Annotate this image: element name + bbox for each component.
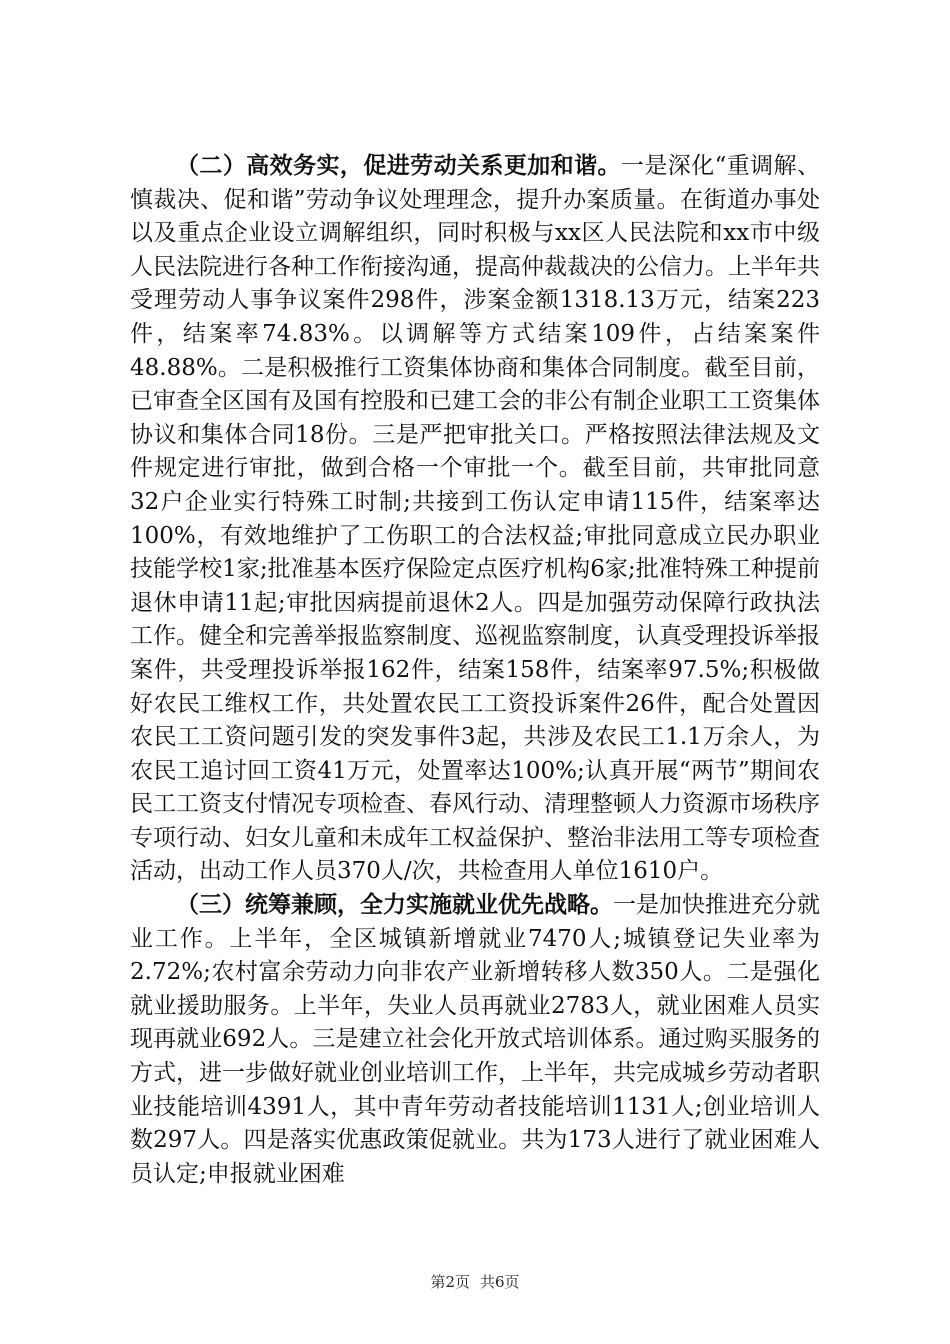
page-number-total: 共6页 [480, 1273, 520, 1291]
document-body [130, 150, 820, 1191]
paragraph-text: 一是深化“重调解、慎裁决、促和谐”劳动争议处理理念，提升办案质量。在街道办事处以及重点企业设立调解组织，同时积极与xx区人民法院和xx市中级人民法院进行各种工作衔接沟通，提高仲裁裁决的公信力。上半年共受理劳动人事争议案件298件，涉案金额1318.13万元，结案223件，结案率74.83%。以调解等方式结案109件，占结案案件48.88%。二是积极推行工资集体协商和集体合同制度。截至目前，已审查全区国有及国有控股和已建工会的非公有制企业职工工资集体协议和集体合同18份。三是严把审批关口。严格按照法律法规及文件规定进行审批，做到合格一个审批一个。截至目前，共审批同意32户企业实行特殊工时制;共接到工伤认定申请115件，结案率达100%，有效地维护了工伤职工的合法权益;审批同意成立民办职业技能学校1家;批准基本医疗保险定点医疗机构6家;批准特殊工种提前退休申请11起;审批因病提前退休2人。四是加强劳动保障行政执法工作。健全和完善举报监察制度、巡视监察制度，认真受理投诉举报案件，共受理投诉举报162件，结案158件，结案率97.5%;积极做好农民工维权工作，共处置农民工工资投诉案件26件，配合处置因农民工工资问题引发的突发事件3起，共涉及农民工1.1万余人，为农民工追讨回工资41万元，处置率达100%;认真开展“两节”期间农民工工资支付情况专项检查、春风行动、清理整顿人力资源市场秩序专项行动、妇女儿童和未成年工权益保护、整治非法用工等专项检查活动，出动工作人员370人/次，共检查用人单位1610户。 [130, 153, 820, 885]
paragraph-text: 一是加快推进充分就业工作。上半年，全区城镇新增就业7470人;城镇登记失业率为2.72%;农村富余劳动力向非农产业新增转移人数350人。二是强化就业援助服务。上半年，失业人员再就业2783人，就业困难人员实现再就业692人。三是建立社会化开放式培训体系。通过购买服务的方式，进一步做好就业创业培训工作，上半年，共完成城乡劳动者职业技能培训4391人，其中青年劳动者技能培训1131人;创业培训人数297人。四是落实优惠政策促就业。共为173人进行了就业困难人员认定;申报就业困难 [130, 892, 820, 1187]
paragraph-labor-relations [130, 150, 820, 889]
paragraph-employment [130, 889, 820, 1191]
page-number-current: 第2页 [430, 1273, 470, 1291]
paragraph-heading: （三）统筹兼顾，全力实施就业优先战略。 [176, 892, 613, 919]
page-footer [0, 1271, 950, 1292]
paragraph-heading: （二）高效务实，促进劳动关系更加和谐。 [176, 153, 621, 179]
